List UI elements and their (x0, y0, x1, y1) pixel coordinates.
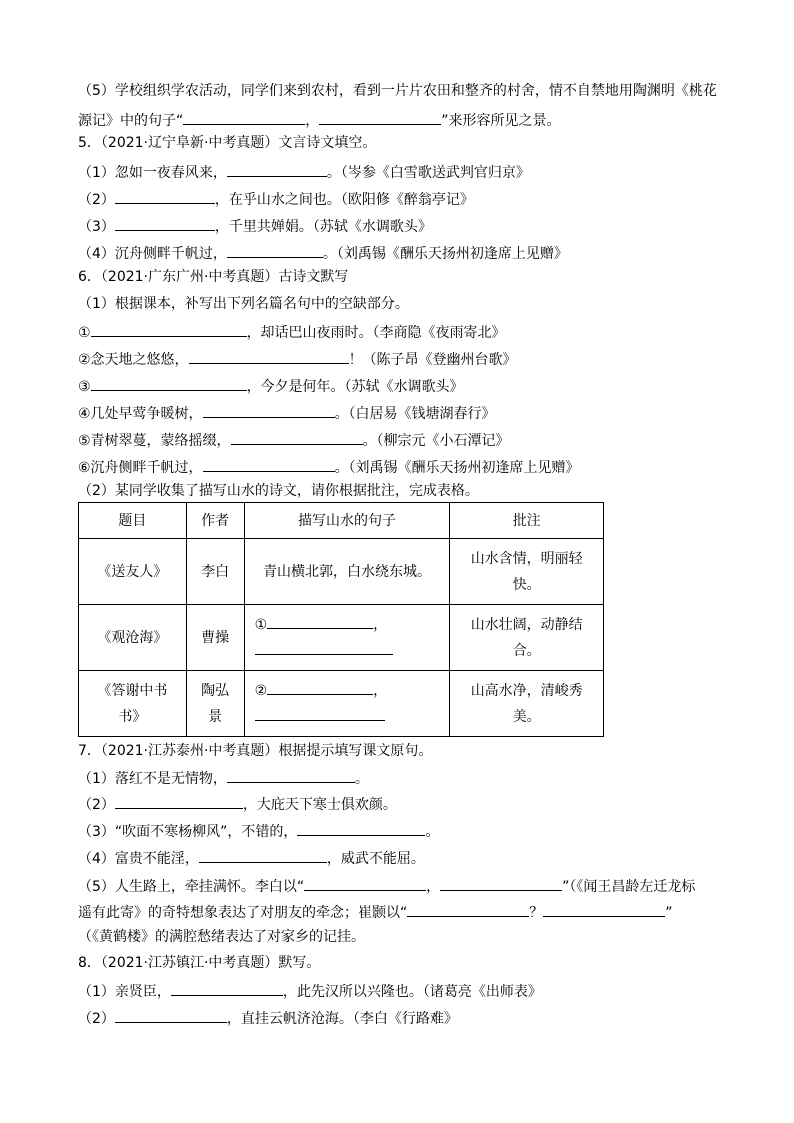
q7-item-3 (78, 819, 439, 841)
item-suffix: 。（刘禹锡《酬乐天扬州初逢席上见赠》 (334, 460, 580, 476)
answer-blank[interactable] (255, 638, 393, 655)
table-header: 批注 (450, 503, 604, 539)
q5-item-1 (78, 160, 530, 182)
item-suffix: 。 (354, 771, 369, 787)
q7-item-1 (78, 766, 369, 788)
author-line: 景 (208, 708, 223, 725)
answer-blank[interactable] (171, 979, 283, 996)
item-prefix: ③ (78, 379, 91, 395)
separator: ， (373, 682, 388, 699)
note-line: 美。 (512, 708, 541, 725)
item-suffix: ，直挂云帆济沧海。（李白《行路难》 (226, 1011, 458, 1027)
answer-blank[interactable] (297, 819, 425, 836)
q7-item-2 (78, 792, 397, 814)
answer-blank[interactable] (319, 108, 441, 125)
circle-mark: ② (254, 682, 268, 699)
q7-item-4 (78, 846, 425, 868)
answer-blank[interactable] (203, 455, 335, 472)
table-header: 描写山水的句子 (244, 503, 450, 539)
item-prefix: （3）“吹面不寒杨柳风”，不错的， (78, 824, 298, 840)
item-suffix: 。（刘禹锡《酬乐天扬州初逢席上见赠》 (322, 246, 568, 262)
author-line: 陶弘 (201, 682, 230, 699)
table-header: 题目 (79, 503, 187, 539)
cell-note (450, 671, 604, 737)
q4-5-text: （5）学校组织学农活动，同学们来到农村，看到一片片农田和整齐的村舍，情不自禁地用陶渊明《桃花 (78, 83, 717, 99)
item-suffix: ”（《闻王昌龄左迁龙标 (562, 879, 696, 895)
item-prefix: （1）忽如一夜春风来， (78, 165, 227, 181)
cell-title: 《观沧海》 (79, 605, 187, 671)
answer-blank[interactable] (267, 612, 373, 629)
q8-item-1 (78, 979, 542, 1001)
separator: ， (373, 616, 388, 633)
title-line: 《答谢中书 (97, 682, 168, 699)
item-prefix: ④几处早莺争暖树， (78, 406, 203, 422)
answer-blank[interactable] (91, 320, 247, 337)
poem-table (78, 502, 604, 737)
answer-blank[interactable] (115, 1006, 227, 1023)
answer-blank[interactable] (203, 401, 335, 418)
cell-author: 李白 (186, 539, 244, 605)
answer-blank[interactable] (189, 347, 349, 364)
note-line: 山水含情，明丽轻 (470, 550, 583, 567)
item-prefix: （2） (78, 1011, 115, 1027)
item-suffix: ，千里共婵娟。（苏轼《水调歌头》 (214, 219, 432, 235)
item-prefix: （1）落红不是无情物， (78, 771, 227, 787)
note-line: 山高水净，清峻秀 (470, 682, 583, 699)
answer-blank[interactable] (183, 108, 305, 125)
answer-blank[interactable] (227, 241, 323, 258)
item-suffix: ！（陈子昂《登幽州台歌》 (348, 352, 517, 368)
item-suffix: ，威武不能屈。 (326, 851, 425, 867)
cell-title: 《送友人》 (79, 539, 187, 605)
table-row (79, 605, 604, 671)
cell-author (186, 671, 244, 737)
table-row (79, 671, 604, 737)
item-suffix: ，大庇天下寒士俱欢颜。 (242, 797, 397, 813)
answer-blank[interactable] (267, 678, 373, 695)
table-header: 作者 (186, 503, 244, 539)
q5-item-3 (78, 214, 432, 236)
item-suffix: 。（柳宗元《小石潭记》 (362, 433, 510, 449)
answer-blank[interactable] (115, 214, 215, 231)
q6-sub2: （2）某同学收集了描写山水的诗文，请你根据批注，完成表格。 (78, 483, 479, 499)
answer-blank[interactable] (199, 846, 327, 863)
item-suffix: ，此先汉所以兴隆也。（诸葛亮《出师表》 (282, 984, 542, 1000)
table-header-row (79, 503, 604, 539)
item-suffix: 。 (425, 824, 440, 840)
item-prefix: ① (78, 325, 91, 341)
item-suffix: 。（岑参《白雪歌送武判官归京》 (326, 165, 530, 181)
q8-title: 8．（2021·江苏镇江·中考真题）默写。 (78, 955, 321, 971)
q8-item-2 (78, 1006, 458, 1028)
answer-blank[interactable] (231, 428, 363, 445)
q4-5-text-a: 源记》中的句子“ (78, 113, 184, 129)
q4-5-line2 (78, 108, 561, 130)
q6-sub1: （1）根据课本，补写出下列名篇名句中的空缺部分。 (78, 296, 409, 312)
q5-title: 5．（2021·辽宁阜新·中考真题）文言诗文填空。 (78, 135, 377, 151)
answer-blank[interactable] (255, 704, 385, 721)
note-line: 山水壮阔，动静结 (470, 616, 583, 633)
item-prefix: ②念天地之悠悠， (78, 352, 189, 368)
item-prefix: （3） (78, 219, 115, 235)
separator: ， (305, 113, 320, 129)
item-suffix: ，却话巴山夜雨时。（李商隐《夜雨寄北》 (246, 325, 506, 341)
item-prefix: （1）亲贤臣， (78, 984, 171, 1000)
answer-blank[interactable] (227, 766, 355, 783)
item-text: 遥有此寄》的奇特想象表达了对朋友的牵念；崔颢以“ (78, 905, 408, 921)
q4-5-line1 (78, 80, 717, 102)
note-line: 快。 (512, 576, 541, 593)
separator: ， (426, 879, 441, 895)
q7-item-5-line2 (78, 900, 673, 922)
q7-title: 7．（2021·江苏泰州·中考真题）根据提示填写课文原句。 (78, 743, 433, 759)
item-prefix: （5）人生路上，牵挂满怀。李白以“ (78, 879, 305, 895)
q6-item-2 (78, 347, 517, 369)
close-quote: ” (665, 905, 673, 921)
q5-item-4 (78, 241, 568, 263)
q7-item-5-line1 (78, 874, 695, 896)
item-prefix: （4）沉舟侧畔千帆过， (78, 246, 227, 262)
item-prefix: （4）富贵不能淫， (78, 851, 199, 867)
item-suffix: ，今夕是何年。（苏轼《水调歌头》 (246, 379, 464, 395)
answer-blank[interactable] (407, 900, 529, 917)
cell-sentence (244, 671, 450, 737)
table-row (79, 539, 604, 605)
q4-5-text-b: ”来形容所见之景。 (441, 113, 561, 129)
answer-blank[interactable] (304, 874, 426, 891)
answer-blank[interactable] (115, 792, 243, 809)
q6-item-6 (78, 455, 580, 477)
circle-mark: ① (254, 616, 268, 633)
question-mark: ？ (529, 905, 544, 921)
answer-blank[interactable] (227, 160, 327, 177)
item-prefix: ⑤青树翠蔓，蒙络摇缀， (78, 433, 231, 449)
q6-item-5 (78, 428, 510, 450)
item-prefix: （2） (78, 192, 115, 208)
cell-sentence: 青山横北郭，白水绕东城。 (244, 539, 450, 605)
q6-item-4 (78, 401, 496, 423)
answer-blank[interactable] (543, 900, 665, 917)
q5-item-2 (78, 187, 474, 209)
answer-blank[interactable] (91, 374, 247, 391)
q6-item-3 (78, 374, 464, 396)
answer-blank[interactable] (440, 874, 562, 891)
cell-sentence (244, 605, 450, 671)
answer-blank[interactable] (115, 187, 215, 204)
cell-note (450, 539, 604, 605)
q7-item-5-line3: （《黄鹤楼》的满腔愁绪表达了对家乡的记挂。 (78, 929, 365, 945)
item-suffix: 。（白居易《钱塘湖春行》 (334, 406, 496, 422)
cell-title (79, 671, 187, 737)
note-line: 合。 (512, 642, 541, 659)
item-suffix: ，在乎山水之间也。（欧阳修《醉翁亭记》 (214, 192, 474, 208)
q6-item-1 (78, 320, 506, 342)
q6-title: 6．（2021·广东广州·中考真题）古诗文默写 (78, 269, 349, 285)
title-line: 书》 (118, 708, 147, 725)
item-prefix: （2） (78, 797, 115, 813)
item-prefix: ⑥沉舟侧畔千帆过， (78, 460, 203, 476)
cell-author: 曹操 (186, 605, 244, 671)
cell-note (450, 605, 604, 671)
